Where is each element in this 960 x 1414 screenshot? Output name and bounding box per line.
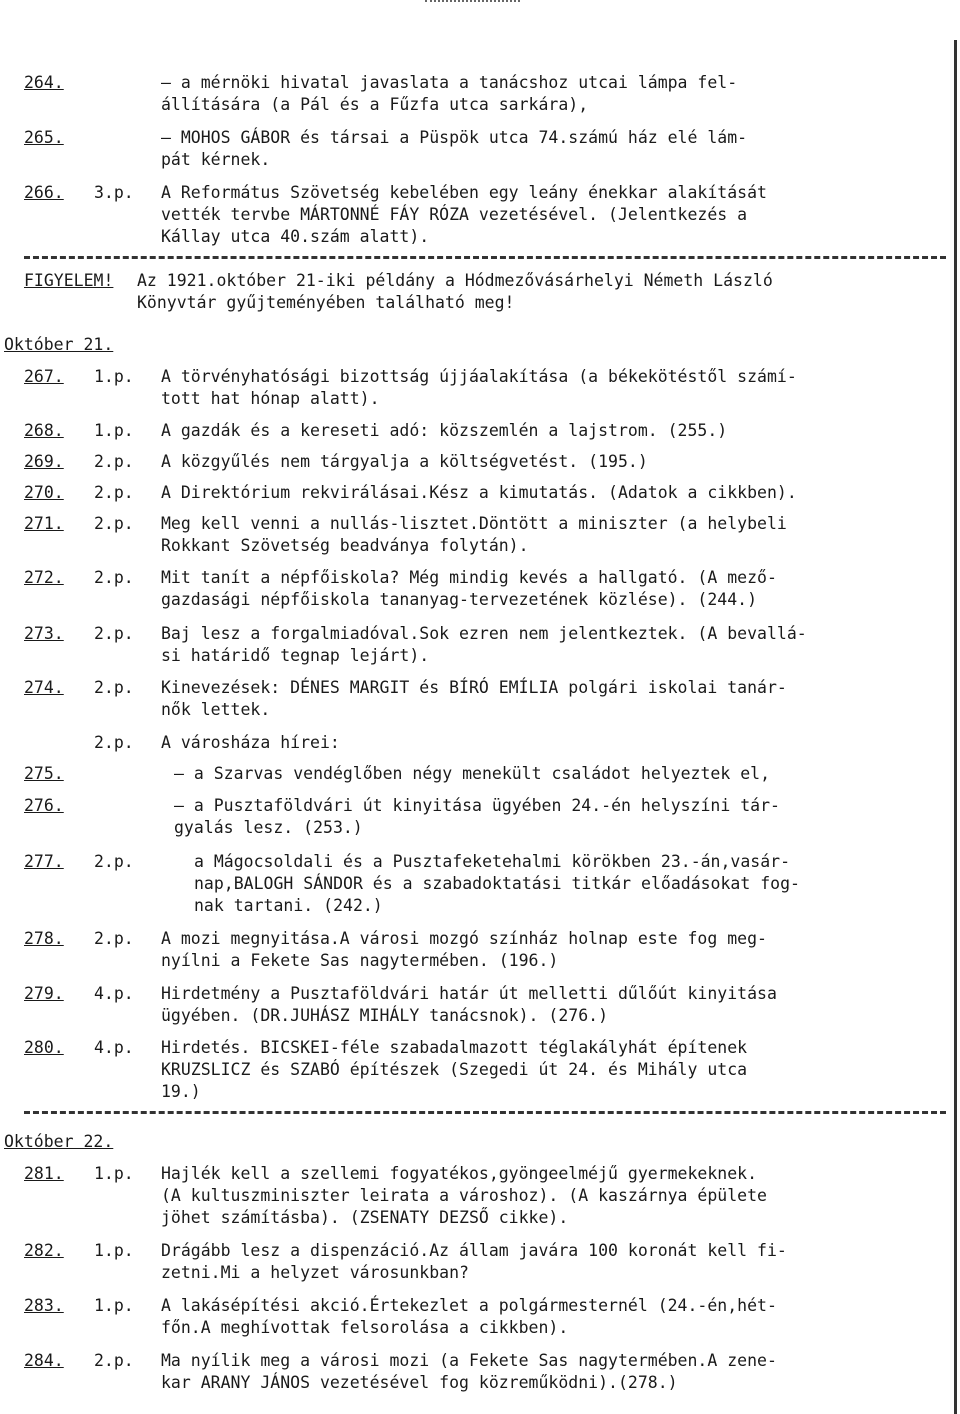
entry-page: 2.p. (94, 1351, 134, 1370)
entry-number: 276. (24, 796, 64, 815)
entry-text: A gazdák és a kereseti adó: közszemlén a lajstrom. (255.) (161, 421, 728, 440)
entry-text: A Református Szövetség kebelében egy leány énekkar alakítását vették tervbe MÁRTONNÉ FÁY RÓZA vezetésével. (Jelentkezés a Kállay utca 40.szám alatt). (161, 183, 767, 246)
section-heading-oct22: Október 22. (4, 1132, 114, 1151)
entry-page: 4.p. (94, 1038, 134, 1057)
divider-dashed (24, 1111, 946, 1114)
entry-page: 1.p. (94, 421, 134, 440)
entry-page: 2.p. (94, 624, 134, 643)
entry-number: 281. (24, 1164, 64, 1183)
entry-number: 284. (24, 1351, 64, 1370)
entry-number: 283. (24, 1296, 64, 1315)
entry-text: Ma nyílik meg a városi mozi (a Fekete Sas nagytermében.A zene- kar ARANY JÁNOS vezetésével fog közreműködni).(278.) (161, 1351, 777, 1392)
entry-text: – a Pusztaföldvári út kinyitása ügyében 24.-én helyszíni tár- gyalás lesz. (253.) (174, 796, 780, 837)
entry-page: 2.p. (94, 852, 134, 871)
entry-text: Meg kell venni a nullás-lisztet.Döntött a miniszter (a helybeli Rokkant Szövetség beadványa folytán). (161, 514, 787, 555)
entry-text: Mit tanít a népfőiskola? Még mindig kevés a hallgató. (A mező- gazdasági népfőiskola tananyag-tervezetének közlése). (244.) (161, 568, 777, 609)
entry-text: a Mágocsoldali és a Pusztafeketehalmi körökben 23.-án,vasár- nap,BALOGH SÁNDOR és a szabadoktatási titkár előadásokat fog- nak tartani. (242.) (194, 852, 800, 915)
entry-page: 2.p. (94, 452, 134, 471)
entry-text: Hirdetés. BICSKEI-féle szabadalmazott téglakályhát építenek KRUZSLICZ és SZABÓ építészek (Szegedi út 24. és Mihály utca 19.) (161, 1038, 748, 1101)
entry-number: 266. (24, 183, 64, 202)
entry-number: 271. (24, 514, 64, 533)
entry-page: 1.p. (94, 1296, 134, 1315)
entry-number: 277. (24, 852, 64, 871)
entry-page: 2.p. (94, 514, 134, 533)
entry-number: 282. (24, 1241, 64, 1260)
entry-page: 1.p. (94, 367, 134, 386)
page-edge-rule (954, 40, 957, 1414)
entry-number: 265. (24, 128, 64, 147)
entry-number: 274. (24, 678, 64, 697)
entry-number: 275. (24, 764, 64, 783)
entry-page: 2.p. (94, 678, 134, 697)
entry-text: A városháza hírei: (161, 733, 340, 752)
entry-number: 264. (24, 73, 64, 92)
entry-text: Baj lesz a forgalmiadóval.Sok ezren nem jelentkeztek. (A bevallá- si határidő tegnap lejárt). (161, 624, 807, 665)
entry-number: 267. (24, 367, 64, 386)
entry-number: 269. (24, 452, 64, 471)
entry-number: 272. (24, 568, 64, 587)
entry-number: 273. (24, 624, 64, 643)
entry-text: Drágább lesz a dispenzáció.Az állam javára 100 koronát kell fi- zetni.Mi a helyzet városunkban? (161, 1241, 787, 1282)
entry-number: 270. (24, 483, 64, 502)
entry-text: Kinevezések: DÉNES MARGIT és BÍRÓ EMÍLIA polgári iskolai tanár- nők lettek. (161, 678, 787, 719)
entry-page: 1.p. (94, 1241, 134, 1260)
entry-text: A Direktórium rekvirálásai.Kész a kimutatás. (Adatok a cikkben). (161, 483, 797, 502)
entry-number: 280. (24, 1038, 64, 1057)
section-heading-oct21: Október 21. (4, 335, 114, 354)
notice-text: Az 1921.október 21-iki példány a Hódmezővásárhelyi Németh László Könyvtár gyűjteményében található meg! (137, 271, 773, 312)
entry-text: Hirdetmény a Pusztaföldvári határ út melletti dűlőút kinyitása ügyében. (DR.JUHÁSZ MIHÁLY tanácsnok). (276.) (161, 984, 777, 1025)
entry-page: 4.p. (94, 984, 134, 1003)
entry-page: 2.p. (94, 733, 134, 752)
entry-text: Hajlék kell a szellemi fogyatékos,gyöngeelméjű gyermekeknek. (A kultuszminiszter leirata a városhoz). (A kaszárnya épülete jöhet számításba). (ZSENATY DEZSŐ cikke). (161, 1164, 767, 1227)
entry-text: A lakásépítési akció.Értekezlet a polgármesternél (24.-én,hét- főn.A meghívottak felsorolása a cikkben). (161, 1296, 777, 1337)
entry-text: – a Szarvas vendéglőben négy menekült családot helyeztek el, (174, 764, 771, 783)
entry-number: 279. (24, 984, 64, 1003)
notice-label: FIGYELEM! (24, 271, 114, 290)
entry-text: – a mérnöki hivatal javaslata a tanácshoz utcai lámpa fel- állítására (a Pál és a Fűzfa utca sarkára), (161, 73, 738, 114)
entry-number: 278. (24, 929, 64, 948)
entry-page: 2.p. (94, 483, 134, 502)
entry-page: 2.p. (94, 568, 134, 587)
entry-text: – MOHOS GÁBOR és társai a Püspök utca 74.számú ház elé lám- pát kérnek. (161, 128, 748, 169)
scan-top-mark (425, 0, 520, 6)
entry-text: A mozi megnyitása.A városi mozgó színház holnap este fog meg- nyílni a Fekete Sas nagytermében. (196.) (161, 929, 767, 970)
entry-page: 1.p. (94, 1164, 134, 1183)
entry-page: 2.p. (94, 929, 134, 948)
entry-page: 3.p. (94, 183, 134, 202)
entry-number: 268. (24, 421, 64, 440)
entry-text: A közgyűlés nem tárgyalja a költségvetést. (195.) (161, 452, 648, 471)
entry-text: A törvényhatósági bizottság újjáalakítása (a békekötéstől számí- tott hat hónap alatt). (161, 367, 797, 408)
divider-dashed (24, 256, 946, 259)
